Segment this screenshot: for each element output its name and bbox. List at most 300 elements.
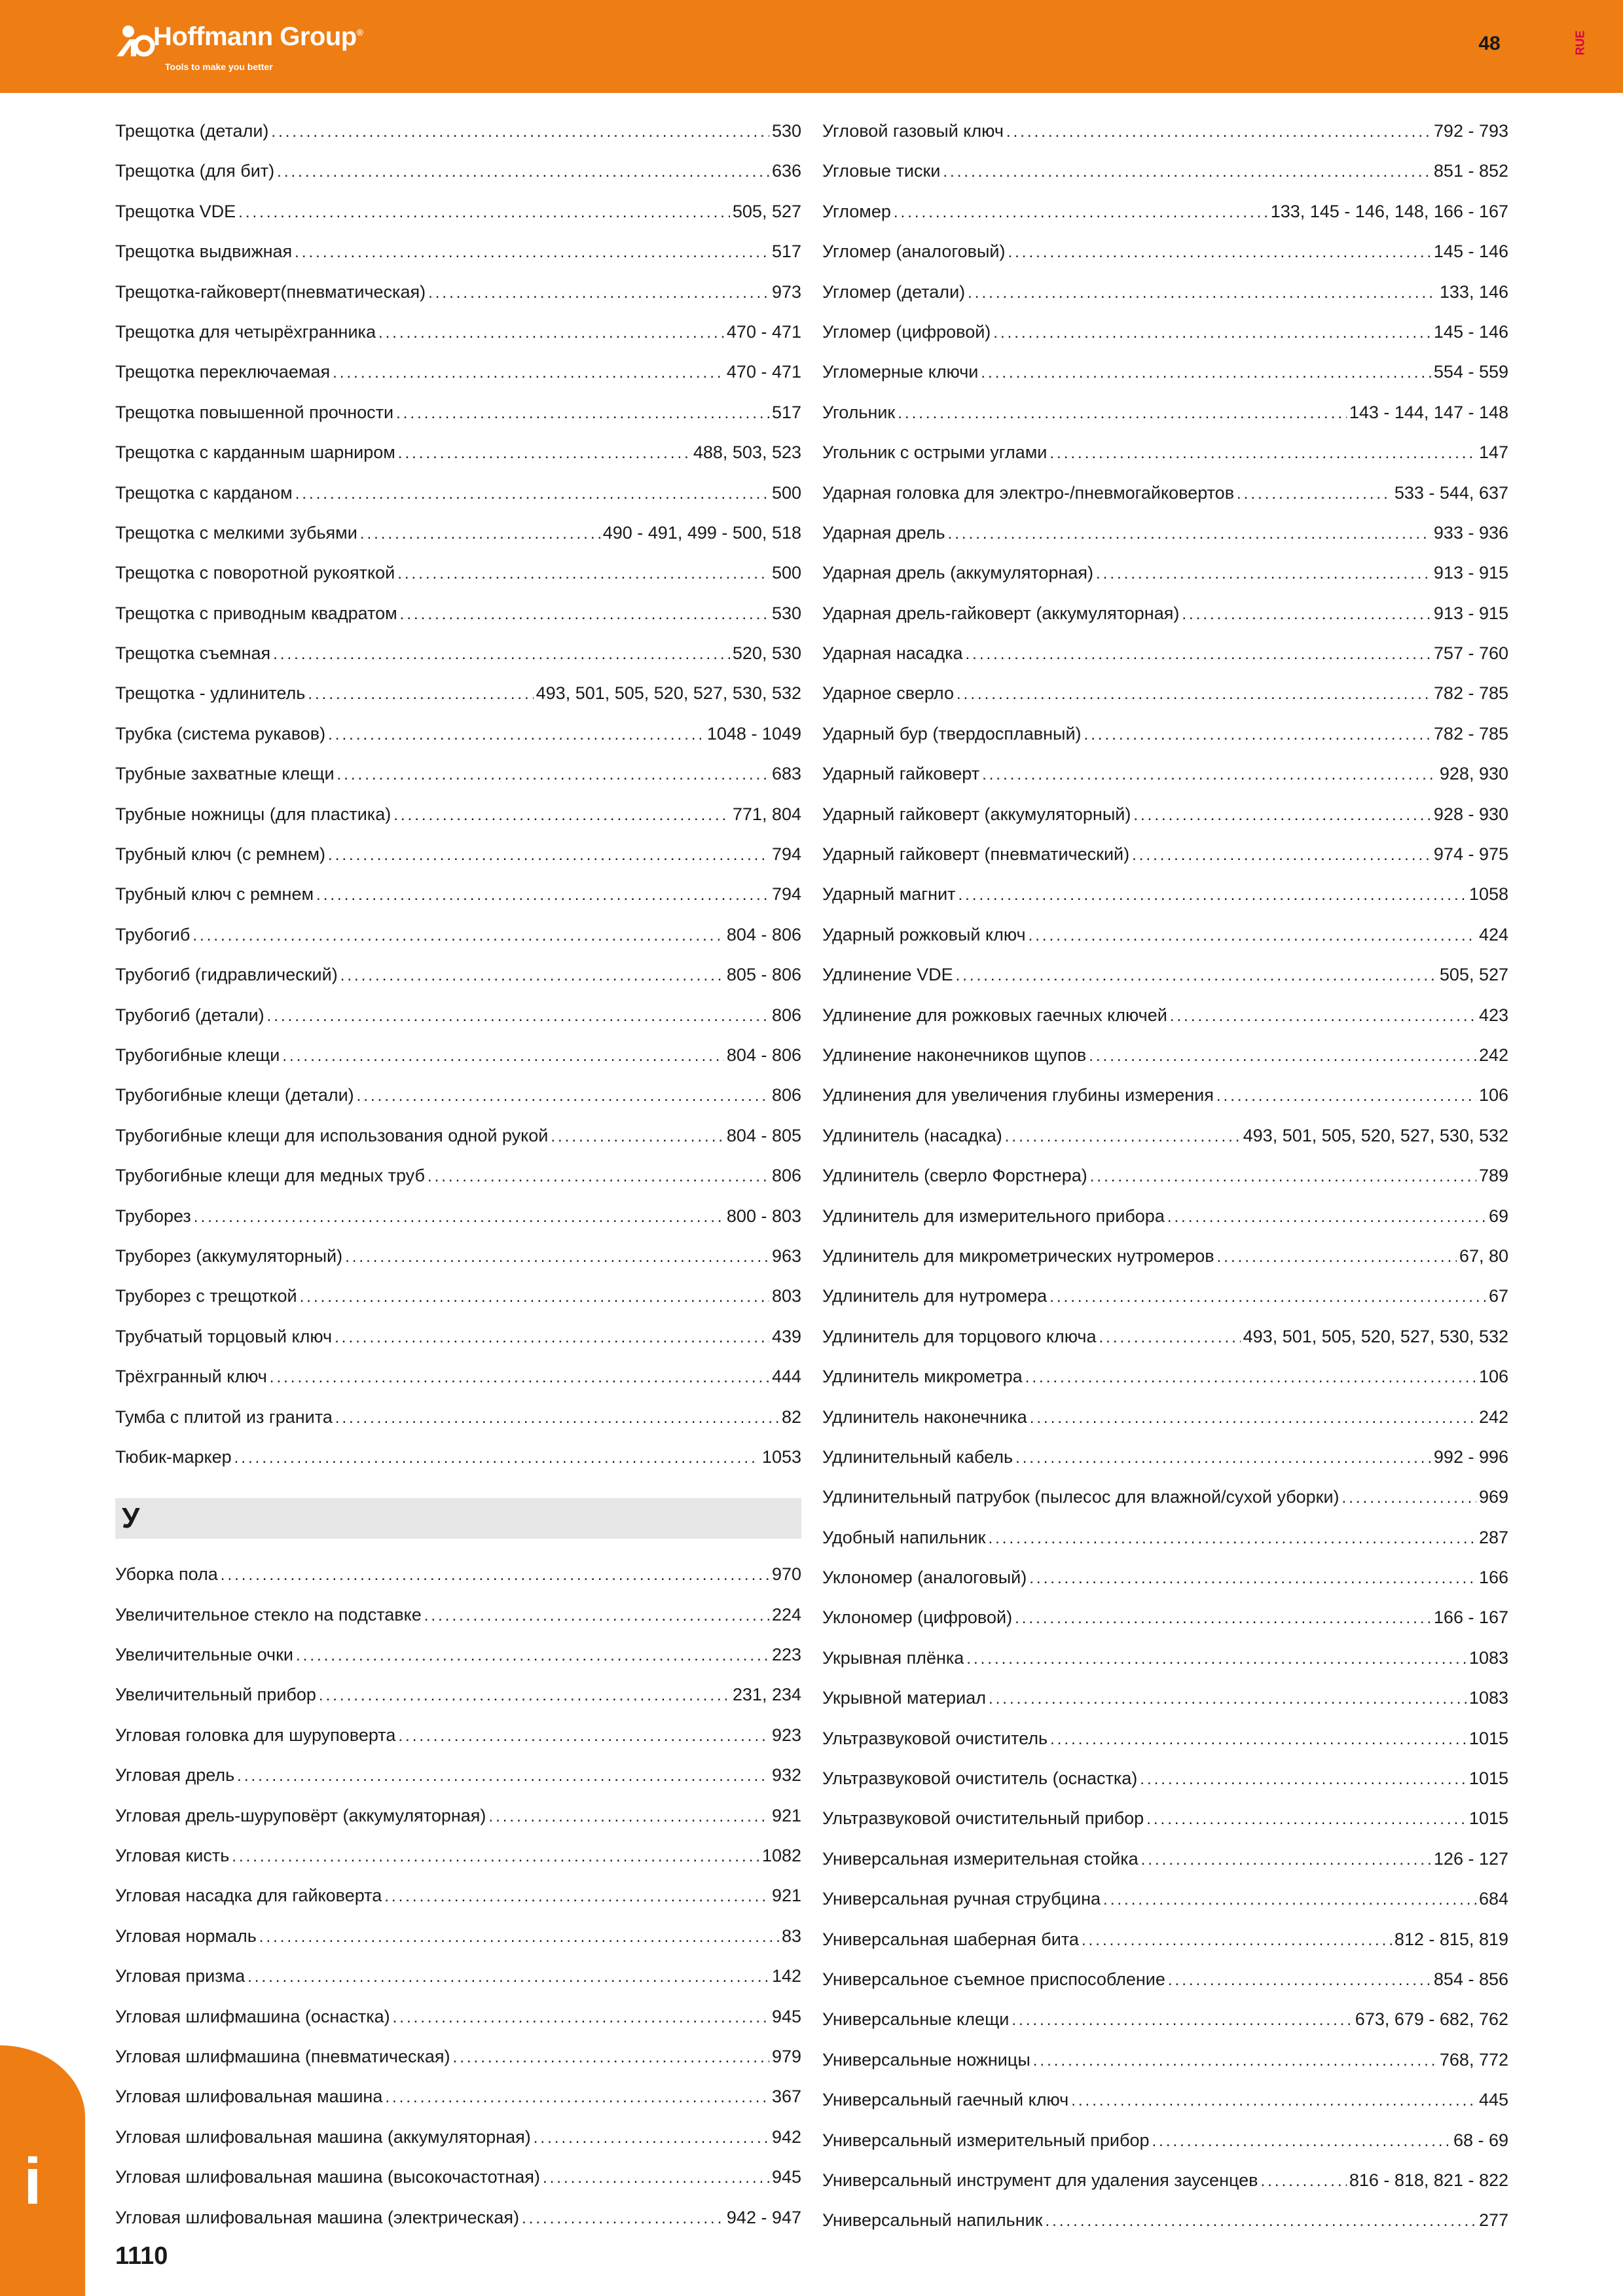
chapter-side-tab[interactable] <box>0 2045 85 2296</box>
entry-pages[interactable]: 757 - 760 <box>1433 643 1508 664</box>
index-entry[interactable] <box>115 1836 801 1876</box>
entry-pages[interactable]: 942 <box>771 2126 801 2147</box>
entry-term: Угловая кисть <box>115 1846 230 1866</box>
entry-term: Ультразвуковой очистительный прибор <box>822 1808 1144 1829</box>
index-entry[interactable] <box>115 1675 801 1715</box>
entry-pages[interactable]: 106 <box>1478 1085 1508 1105</box>
dot-leader <box>1168 1960 1431 2000</box>
entry-pages[interactable]: 636 <box>771 161 801 181</box>
index-entry[interactable] <box>115 1116 801 1156</box>
index-entry[interactable] <box>822 955 1508 995</box>
entry-pages[interactable]: 367 <box>771 2087 801 2107</box>
index-entry[interactable] <box>115 151 801 191</box>
index-entry[interactable] <box>822 1719 1508 1759</box>
entry-term: Ударный рожковый ключ <box>822 924 1026 944</box>
dot-leader <box>319 1676 730 1715</box>
entry-pages[interactable]: 166 <box>1478 1568 1508 1588</box>
index-entry[interactable] <box>822 192 1508 232</box>
index-entry[interactable] <box>822 996 1508 1035</box>
entry-pages[interactable]: 530 <box>771 603 801 623</box>
entry-pages[interactable]: 974 - 975 <box>1433 844 1508 865</box>
entry-pages[interactable]: 1058 <box>1468 884 1508 905</box>
index-entry[interactable] <box>115 312 801 352</box>
index-entry[interactable] <box>115 634 801 673</box>
dot-leader <box>1033 2041 1437 2080</box>
index-entry[interactable] <box>115 1876 801 1916</box>
index-entry[interactable] <box>822 1678 1508 1718</box>
index-entry[interactable] <box>822 2161 1508 2200</box>
dot-leader <box>237 1756 769 1795</box>
entry-pages[interactable]: 142 <box>771 1966 801 1986</box>
entry-pages[interactable]: 804 - 806 <box>726 924 801 944</box>
entry-pages[interactable]: 1015 <box>1468 1808 1508 1829</box>
index-entry[interactable] <box>822 1075 1508 1115</box>
entry-pages[interactable]: 500 <box>771 482 801 503</box>
entry-term: Удлинитель наконечника <box>822 1407 1027 1427</box>
entry-term: Укрывной материал <box>822 1688 986 1708</box>
section-letter: У <box>122 1502 140 1535</box>
entry-pages[interactable]: 445 <box>1478 2090 1508 2110</box>
entry-pages[interactable]: 979 <box>771 2046 801 2066</box>
dot-leader <box>543 2158 769 2197</box>
dot-leader <box>1141 1840 1431 1879</box>
entry-pages[interactable]: 913 - 915 <box>1433 563 1508 583</box>
index-entry[interactable] <box>115 1796 801 1836</box>
entry-pages[interactable]: 812 - 815, 819 <box>1394 1929 1508 1949</box>
index-entry[interactable] <box>822 352 1508 392</box>
entry-pages[interactable]: 224 <box>771 1604 801 1624</box>
entry-pages[interactable]: 970 <box>771 1564 801 1585</box>
dot-leader <box>384 1876 769 1916</box>
dot-leader <box>1071 2081 1476 2120</box>
entry-pages[interactable]: 287 <box>1478 1527 1508 1547</box>
index-entry[interactable] <box>115 553 801 593</box>
dot-leader <box>958 875 1467 914</box>
entry-pages[interactable]: 945 <box>771 2167 801 2187</box>
index-list-right <box>822 111 1508 2241</box>
entry-pages[interactable]: 424 <box>1478 924 1508 944</box>
index-entry[interactable] <box>115 996 801 1035</box>
header-bar <box>0 0 1623 93</box>
entry-term: Трубогибные клещи (детали) <box>115 1085 354 1105</box>
dot-leader <box>948 514 1431 553</box>
index-entry[interactable] <box>115 834 801 874</box>
dot-leader <box>957 674 1431 713</box>
entry-pages[interactable]: 493, 501, 505, 520, 527, 530, 532 <box>1243 1125 1508 1145</box>
entry-term: Трубогибные клещи для медных труб <box>115 1166 425 1186</box>
dot-leader <box>393 1998 769 2037</box>
entry-pages[interactable]: 133, 146 <box>1439 281 1508 302</box>
entry-pages[interactable]: 806 <box>771 1166 801 1186</box>
entry-pages[interactable]: 67 <box>1488 1286 1508 1306</box>
entry-pages[interactable]: 942 - 947 <box>726 2207 801 2227</box>
index-entry[interactable] <box>822 1196 1508 1236</box>
entry-term: Угловой газовый ключ <box>822 121 1004 141</box>
entry-pages[interactable]: 804 - 805 <box>726 1125 801 1145</box>
dot-leader <box>337 755 769 794</box>
index-entry[interactable] <box>115 192 801 232</box>
index-entry[interactable] <box>822 272 1508 312</box>
dot-leader <box>956 956 1437 995</box>
entry-pages[interactable]: 684 <box>1478 1889 1508 1909</box>
entry-pages[interactable]: 1083 <box>1468 1688 1508 1708</box>
entry-pages[interactable]: 82 <box>781 1407 801 1427</box>
dot-leader <box>328 835 769 874</box>
dot-leader <box>400 594 769 634</box>
index-entry[interactable] <box>115 111 801 151</box>
index-entry[interactable] <box>822 594 1508 634</box>
index-entry[interactable] <box>115 754 801 794</box>
index-entry[interactable] <box>822 1357 1508 1397</box>
index-entry[interactable] <box>822 1759 1508 1799</box>
entry-term: Трёхгранный ключ <box>115 1367 267 1387</box>
entry-pages[interactable]: 969 <box>1478 1487 1508 1507</box>
brand-name: Hoffmann Group® <box>153 22 363 51</box>
entry-term: Трубные ножницы (для пластика) <box>115 804 392 824</box>
entry-term: Укрывная плёнка <box>822 1647 964 1668</box>
entry-pages[interactable]: 277 <box>1478 2210 1508 2231</box>
entry-term: Ударная дрель <box>822 522 945 543</box>
hoffmann-logo-mark-icon <box>115 24 158 58</box>
index-entry[interactable] <box>115 714 801 754</box>
index-entry[interactable] <box>115 2037 801 2077</box>
entry-pages[interactable]: 554 - 559 <box>1433 362 1508 382</box>
dot-leader <box>270 1357 769 1397</box>
entry-term: Трубка (система рукавов) <box>115 723 326 744</box>
entry-pages[interactable]: 806 <box>771 1085 801 1105</box>
dot-leader <box>296 1636 769 1675</box>
index-entry[interactable] <box>115 1276 801 1316</box>
index-entry[interactable] <box>115 1715 801 1755</box>
entry-pages[interactable]: 68 - 69 <box>1453 2130 1508 2150</box>
entry-term: Универсальные клещи <box>822 2009 1010 2030</box>
entry-pages[interactable]: 803 <box>771 1286 801 1306</box>
dot-leader <box>282 1036 724 1075</box>
index-column-left <box>115 111 801 2238</box>
entry-term: Универсальный гаечный ключ <box>822 2090 1069 2110</box>
entry-pages[interactable]: 493, 501, 505, 520, 527, 530, 532 <box>536 683 801 704</box>
entry-pages[interactable]: 928 - 930 <box>1433 804 1508 824</box>
index-entry[interactable] <box>822 1558 1508 1598</box>
index-entry[interactable] <box>822 1839 1508 1879</box>
index-entry[interactable] <box>822 634 1508 673</box>
index-entry[interactable] <box>115 1196 801 1236</box>
entry-term: Удлинительный кабель <box>822 1446 1013 1467</box>
entry-term: Универсальная ручная струбцина <box>822 1889 1101 1909</box>
entry-pages[interactable]: 470 - 471 <box>726 362 801 382</box>
index-entry[interactable] <box>822 232 1508 272</box>
index-entry[interactable] <box>822 553 1508 593</box>
entry-pages[interactable]: 147 <box>1478 442 1508 463</box>
entry-pages[interactable]: 816 - 818, 821 - 822 <box>1349 2170 1508 2190</box>
index-entry[interactable] <box>115 393 801 433</box>
entry-term: Универсальные ножницы <box>822 2049 1030 2070</box>
index-entry[interactable] <box>822 834 1508 874</box>
entry-pages[interactable]: 444 <box>771 1367 801 1387</box>
entry-pages[interactable]: 805 - 806 <box>726 965 801 985</box>
index-entry[interactable] <box>822 714 1508 754</box>
entry-pages[interactable]: 470 - 471 <box>726 321 801 342</box>
index-entry[interactable] <box>822 1879 1508 1919</box>
dot-leader <box>194 1197 724 1236</box>
index-entry[interactable] <box>822 1477 1508 1517</box>
entry-pages[interactable]: 67, 80 <box>1459 1246 1508 1266</box>
index-entry[interactable] <box>115 955 801 995</box>
dot-leader <box>273 634 730 673</box>
index-entry[interactable] <box>822 874 1508 914</box>
index-entry[interactable] <box>822 433 1508 473</box>
entry-term: Трещотка с мелкими зубьями <box>115 522 357 543</box>
index-entry[interactable] <box>822 1116 1508 1156</box>
entry-term: Удлинитель для измерительного прибора <box>822 1206 1165 1226</box>
entry-term: Ударный гайковерт (аккумуляторный) <box>822 804 1131 824</box>
entry-term: Универсальный инструмент для удаления заусенцев <box>822 2170 1258 2190</box>
entry-pages[interactable]: 854 - 856 <box>1433 1969 1508 1989</box>
index-entry[interactable] <box>115 594 801 634</box>
entry-term: Трещотка - удлинитель <box>115 683 306 704</box>
entry-pages[interactable]: 804 - 806 <box>726 1045 801 1065</box>
index-entry[interactable] <box>822 2000 1508 2039</box>
index-entry[interactable] <box>822 1799 1508 1839</box>
index-entry[interactable] <box>822 473 1508 513</box>
entry-pages[interactable]: 789 <box>1478 1166 1508 1186</box>
entry-pages[interactable]: 1053 <box>761 1446 801 1467</box>
entry-pages[interactable]: 83 <box>781 1926 801 1946</box>
entry-pages[interactable]: 963 <box>771 1246 801 1266</box>
dot-leader <box>1049 433 1476 473</box>
index-entry[interactable] <box>822 673 1508 713</box>
entry-pages[interactable]: 794 <box>771 844 801 865</box>
index-entry[interactable] <box>822 1598 1508 1638</box>
index-entry[interactable] <box>115 673 801 713</box>
dot-leader <box>968 273 1437 312</box>
entry-pages[interactable]: 133, 145 - 146, 148, 166 - 167 <box>1270 201 1508 221</box>
index-entry[interactable] <box>115 1554 801 1594</box>
dot-leader <box>966 1639 1467 1678</box>
entry-term: Удлинения для увеличения глубины измерения <box>822 1085 1214 1105</box>
dot-leader <box>488 1797 769 1836</box>
index-entry[interactable] <box>115 1357 801 1397</box>
index-entry[interactable] <box>822 915 1508 955</box>
entry-pages[interactable]: 1015 <box>1468 1768 1508 1789</box>
index-entry[interactable] <box>115 1916 801 1956</box>
index-entry[interactable] <box>822 1035 1508 1075</box>
entry-pages[interactable]: 533 - 544, 637 <box>1394 482 1508 503</box>
dot-leader <box>1099 1318 1240 1357</box>
entry-term: Трещотка выдвижная <box>115 242 293 262</box>
entry-pages[interactable]: 520, 530 <box>732 643 801 664</box>
entry-pages[interactable]: 928, 930 <box>1439 764 1508 784</box>
entry-term: Угловая головка для шуруповерта <box>115 1725 396 1745</box>
dot-leader <box>340 956 724 995</box>
dot-leader <box>966 634 1431 673</box>
entry-term: Удлинение наконечников щупов <box>822 1045 1087 1065</box>
index-entry[interactable] <box>115 232 801 272</box>
entry-pages[interactable]: 1048 - 1049 <box>706 723 801 744</box>
entry-pages[interactable]: 1082 <box>761 1846 801 1866</box>
index-entry[interactable] <box>115 2117 801 2157</box>
index-entry[interactable] <box>822 1397 1508 1437</box>
index-entry[interactable] <box>822 151 1508 191</box>
entry-pages[interactable]: 145 - 146 <box>1433 321 1508 342</box>
entry-term: Удлинитель (насадка) <box>822 1125 1002 1145</box>
index-entry[interactable] <box>115 513 801 553</box>
index-entry[interactable] <box>115 272 801 312</box>
entry-pages[interactable]: 126 - 127 <box>1433 1848 1508 1869</box>
entry-pages[interactable]: 490 - 491, 499 - 500, 518 <box>602 522 801 543</box>
entry-pages[interactable]: 794 <box>771 884 801 905</box>
entry-term: Угловая нормаль <box>115 1926 257 1946</box>
entry-pages[interactable]: 683 <box>771 764 801 784</box>
index-entry[interactable] <box>115 1236 801 1276</box>
index-entry[interactable] <box>822 1920 1508 1960</box>
index-entry[interactable] <box>822 1236 1508 1276</box>
entry-pages[interactable]: 517 <box>771 242 801 262</box>
index-entry[interactable] <box>822 1276 1508 1316</box>
page-top-number: 48 <box>1478 33 1501 54</box>
entry-pages[interactable]: 242 <box>1478 1407 1508 1427</box>
entry-pages[interactable]: 921 <box>771 1805 801 1825</box>
entry-pages[interactable]: 145 - 146 <box>1433 242 1508 262</box>
index-entry[interactable] <box>822 1960 1508 2000</box>
entry-pages[interactable]: 493, 501, 505, 520, 527, 530, 532 <box>1243 1326 1508 1346</box>
dot-leader <box>385 2077 769 2117</box>
index-entry[interactable] <box>822 754 1508 794</box>
dot-leader <box>308 674 533 713</box>
entry-pages[interactable]: 242 <box>1478 1045 1508 1065</box>
dot-leader <box>259 1917 779 1956</box>
index-entry[interactable] <box>115 1035 801 1075</box>
entry-pages[interactable]: 423 <box>1478 1005 1508 1025</box>
entry-pages[interactable]: 782 - 785 <box>1433 723 1508 744</box>
entry-pages[interactable]: 932 <box>771 1765 801 1785</box>
index-entry[interactable] <box>115 1997 801 2037</box>
entry-pages[interactable]: 517 <box>771 402 801 422</box>
entry-term: Угольник <box>822 402 896 422</box>
entry-term: Тумба с плитой из гранита <box>115 1407 333 1427</box>
entry-pages[interactable]: 505, 527 <box>1439 965 1508 985</box>
dot-leader <box>335 1398 779 1437</box>
entry-pages[interactable]: 488, 503, 523 <box>693 442 801 463</box>
entry-pages[interactable]: 439 <box>771 1326 801 1346</box>
index-entry[interactable] <box>822 2040 1508 2080</box>
entry-term: Угольник с острыми углами <box>822 442 1048 463</box>
index-entry[interactable] <box>115 1075 801 1115</box>
index-entry[interactable] <box>822 513 1508 553</box>
entry-pages[interactable]: 933 - 936 <box>1433 522 1508 543</box>
entry-pages[interactable]: 530 <box>771 121 801 141</box>
entry-pages[interactable]: 851 - 852 <box>1433 161 1508 181</box>
entry-term: Ударное сверло <box>822 683 954 704</box>
entry-pages[interactable]: 973 <box>771 281 801 302</box>
index-entry[interactable] <box>822 111 1508 151</box>
dot-leader <box>1005 1117 1241 1156</box>
entry-term: Универсальная шаберная бита <box>822 1929 1079 1949</box>
entry-pages[interactable]: 800 - 803 <box>726 1206 801 1226</box>
index-entry[interactable] <box>115 1755 801 1795</box>
entry-pages[interactable]: 673, 679 - 682, 762 <box>1355 2009 1508 2030</box>
index-entry[interactable] <box>822 1317 1508 1357</box>
dot-leader <box>1167 1197 1486 1236</box>
entry-pages[interactable]: 782 - 785 <box>1433 683 1508 704</box>
entry-pages[interactable]: 945 <box>771 2006 801 2026</box>
index-entry[interactable] <box>822 1638 1508 1678</box>
entry-pages[interactable]: 143 - 144, 147 - 148 <box>1349 402 1508 422</box>
index-entry[interactable] <box>115 795 801 834</box>
index-entry[interactable] <box>822 1437 1508 1477</box>
index-entry[interactable] <box>115 1956 801 1996</box>
entry-pages[interactable]: 913 - 915 <box>1433 603 1508 623</box>
index-entry[interactable] <box>115 473 801 513</box>
dot-leader <box>247 1957 769 1996</box>
entry-term: Трещотка съемная <box>115 643 271 664</box>
index-entry[interactable] <box>115 2077 801 2117</box>
index-entry[interactable] <box>115 915 801 955</box>
index-entry[interactable] <box>115 1437 801 1477</box>
index-entry[interactable] <box>822 1518 1508 1558</box>
index-entry[interactable] <box>822 2200 1508 2240</box>
index-entry[interactable] <box>822 795 1508 834</box>
index-entry[interactable] <box>822 1156 1508 1196</box>
index-entry[interactable] <box>115 1595 801 1635</box>
entry-term: Увеличительный прибор <box>115 1685 316 1705</box>
entry-pages[interactable]: 106 <box>1478 1367 1508 1387</box>
dot-leader <box>551 1117 724 1156</box>
index-entry[interactable] <box>115 2198 801 2238</box>
brand-logo[interactable] <box>115 22 403 81</box>
dot-leader <box>335 1318 769 1357</box>
entry-pages[interactable]: 223 <box>771 1645 801 1665</box>
index-entry[interactable] <box>115 1156 801 1196</box>
entry-pages[interactable]: 166 - 167 <box>1433 1607 1508 1628</box>
index-entry[interactable] <box>115 1317 801 1357</box>
entry-pages[interactable]: 806 <box>771 1005 801 1025</box>
entry-pages[interactable]: 992 - 996 <box>1433 1446 1508 1467</box>
dot-leader <box>1342 1478 1476 1517</box>
entry-pages[interactable]: 231, 234 <box>732 1685 801 1705</box>
dot-leader <box>1082 1920 1392 1960</box>
entry-term: Угловая шлифовальная машина (аккумуляторная) <box>115 2126 531 2147</box>
index-entry[interactable] <box>822 393 1508 433</box>
index-entry[interactable] <box>822 312 1508 352</box>
dot-leader <box>1090 1157 1476 1196</box>
index-entry[interactable] <box>115 352 801 392</box>
entry-pages[interactable]: 1015 <box>1468 1728 1508 1748</box>
entry-pages[interactable]: 500 <box>771 563 801 583</box>
index-entry[interactable] <box>115 874 801 914</box>
entry-term: Ультразвуковой очиститель (оснастка) <box>822 1768 1138 1789</box>
index-entry[interactable] <box>115 433 801 473</box>
entry-term: Трубогибные клещи для использования одной рукой <box>115 1125 549 1145</box>
entry-pages[interactable]: 505, 527 <box>732 201 801 221</box>
entry-pages[interactable]: 792 - 793 <box>1433 121 1508 141</box>
index-entry[interactable] <box>822 2080 1508 2120</box>
entry-term: Угловые тиски <box>822 161 941 181</box>
entry-pages[interactable]: 923 <box>771 1725 801 1745</box>
index-entry[interactable] <box>115 1397 801 1437</box>
section-header-u <box>115 1498 801 1539</box>
dot-leader <box>397 554 769 593</box>
index-entry[interactable] <box>115 2157 801 2197</box>
index-entry[interactable] <box>115 1635 801 1675</box>
entry-term: Уклономер (аналоговый) <box>822 1568 1027 1588</box>
entry-pages[interactable]: 771, 804 <box>732 804 801 824</box>
entry-pages[interactable]: 768, 772 <box>1439 2049 1508 2070</box>
entry-pages[interactable]: 921 <box>771 1886 801 1906</box>
entry-pages[interactable]: 1083 <box>1468 1647 1508 1668</box>
entry-pages[interactable]: 69 <box>1488 1206 1508 1226</box>
index-entry[interactable] <box>822 2121 1508 2161</box>
